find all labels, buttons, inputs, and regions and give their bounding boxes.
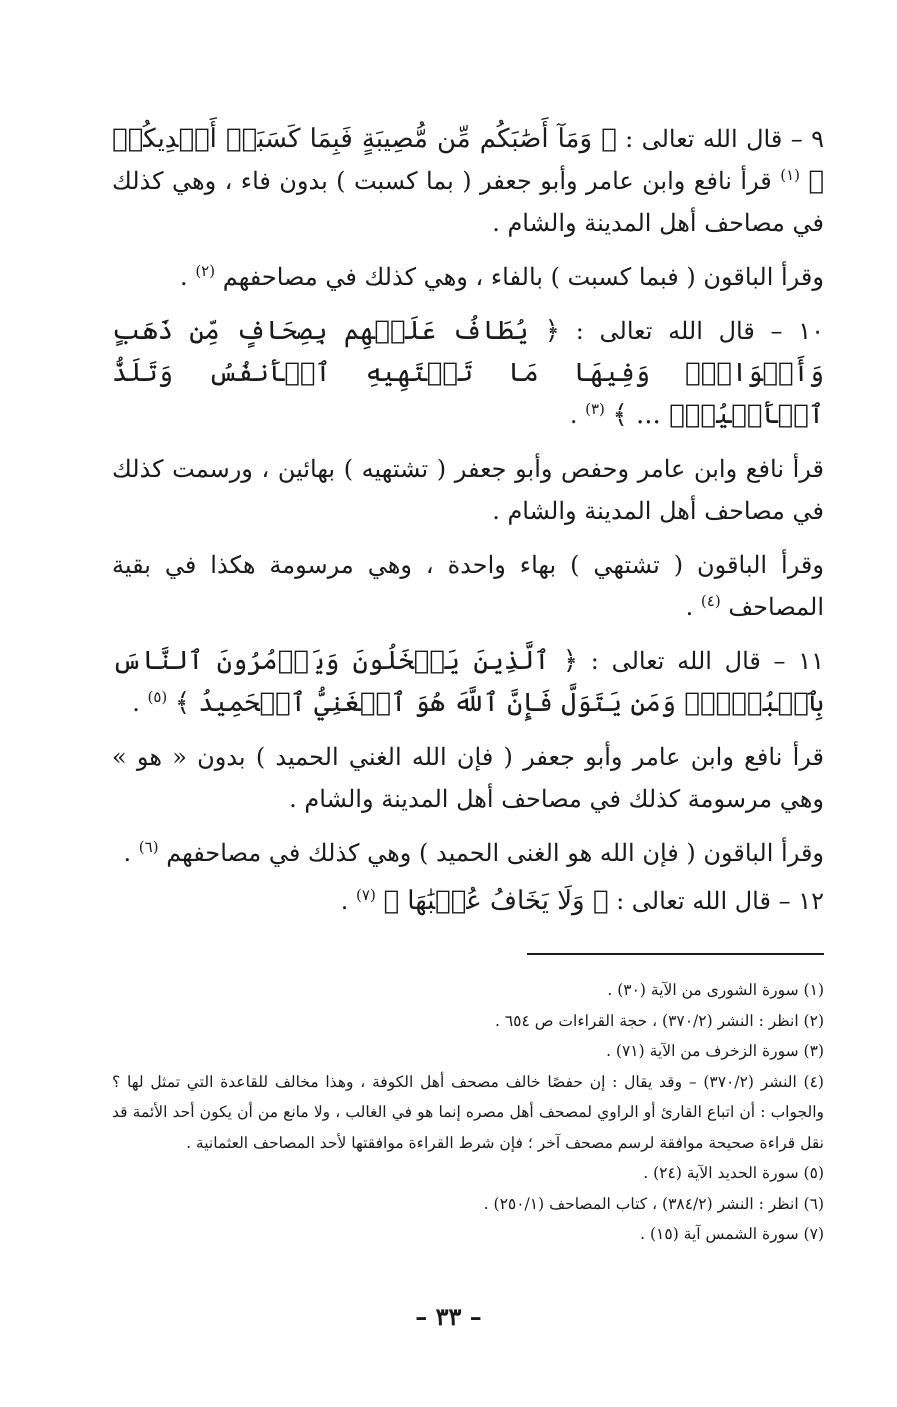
footnote-ref: (٣) (585, 400, 605, 418)
footnote-7: (٧) سورة الشمس آية (١٥) . (640, 1225, 824, 1243)
footnote-4: (٤) النشر (٣٧٠/٢) – وقد يقال : إن حفصًا خالف مصحف أهل الكوفة ، وهذا مخالف للقاعدة التي تمثل لها ؟ والجواب : أن اتباع القارئ أو الراوي لمصحف أهل مصره إنما هو في الغالب ، ولا مانع من أن يكون أحد الأئمة قد نقل قراءة صحيحة موافقة لرسم مصحف آخر ؛ فإن شرط القراءة موافقتها لأحد المصاحف العثمانية . (112, 1072, 824, 1152)
footnotes (112, 975, 824, 1250)
footnote-ref: (٢) (195, 262, 216, 280)
paragraph-2 (112, 256, 824, 298)
footnote-1: (١) سورة الشورى من الآية (٣٠) . (607, 981, 824, 999)
paragraph-3 (112, 310, 824, 436)
quran-verse: ﴿ وَلَا يَخَافُ عُقۡبَٰهَا ﴾ (383, 886, 609, 916)
page-number: – ٣٣ – (415, 1302, 482, 1331)
footnote-ref: (١) (780, 166, 800, 184)
paragraph-7 (112, 736, 824, 820)
footnote-ref: (٧) (356, 886, 376, 904)
footnote-ref: (٥) (147, 688, 168, 706)
quran-verse: ﴿ وَمَآ أَصَٰبَكُم مِّن مُّصِيبَةٍ فَبِمَا كَسَبَتۡ أَيۡدِيكُمۡ ﴾ (112, 124, 825, 196)
footnote-ref: (٦) (138, 838, 159, 856)
paragraph-text: ١١ – قال الله تعالى : (578, 647, 825, 675)
footnote-5: (٥) سورة الحديد الآية (٢٤) . (643, 1164, 824, 1182)
paragraph-text: . (569, 401, 586, 429)
footnote-divider (527, 953, 824, 955)
paragraph-text: . (685, 593, 701, 621)
quran-verse: ﴿ يُطَافُ عَلَيۡهِم بِصِحَافٍ مِّن ذَهَبٍ وَأَكۡوَابٍۖ وَفِيهَا مَا تَشۡتَهِيهِ ٱلۡأَنفُسُ وَتَلَذُّ ٱلۡأَعۡيُنُۖ ... ﴾ (112, 316, 824, 430)
footnote-ref: (٤) (700, 592, 721, 610)
paragraph-text: . (180, 263, 196, 291)
paragraph-text: قرأ نافع وابن عامر وحفص وأبو جعفر ( تشتهيه ) بهائين ، ورسمت كذلك في مصاحف أهل المدينة والشام . (112, 455, 824, 525)
paragraph-text: . (340, 887, 357, 915)
paragraph-text: وقرأ الباقون ( تشتهي ) بهاء واحدة ، وهي مرسومة هكذا في بقية المصاحف (112, 551, 824, 621)
paragraph-text: وقرأ الباقون ( فبما كسبت ) بالفاء ، وهي كذلك في مصاحفهم (215, 263, 824, 291)
paragraph-1 (112, 118, 824, 244)
paragraph-5 (112, 544, 824, 628)
footnote-2: (٢) انظر : النشر (٣٧٠/٢) ، حجة القراءات ص ٦٥٤ . (494, 1011, 824, 1030)
paragraph-text: ٩ – قال الله تعالى : (616, 125, 824, 153)
paragraph-6 (112, 640, 824, 724)
paragraph-4 (112, 448, 824, 532)
paragraph-text: وقرأ الباقون ( فإن الله هو الغنى الحميد ) وهي كذلك في مصاحفهم (158, 839, 824, 867)
paragraph-text: قرأ نافع وابن عامر وأبو جعفر ( بما كسبت ) بدون فاء ، وهي كذلك في مصاحف أهل المدينة والشام . (112, 167, 824, 237)
main-text (112, 118, 824, 928)
paragraph-9 (112, 880, 824, 922)
paragraph-text: ١٠ – قال الله تعالى : (560, 317, 825, 345)
paragraph-text: . (123, 839, 139, 867)
paragraph-text: قرأ نافع وابن عامر وأبو جعفر ( فإن الله الغني الحميد ) بدون « هو » وهي مرسومة كذلك في مصاحف أهل المدينة والشام . (112, 743, 824, 813)
footnote-3: (٣) سورة الزخرف من الآية (٧١) . (606, 1042, 824, 1060)
quran-verse: ﴿ ٱلَّذِينَ يَبۡخَلُونَ وَيَأۡمُرُونَ ٱلنَّاسَ بِٱلۡبُخۡلِۗ وَمَن يَتَوَلَّ فَإِنَّ ٱللَّهَ هُوَ ٱلۡغَنِيُّ ٱلۡحَمِيدُ ﴾ (112, 646, 824, 718)
paragraph-text: . (132, 689, 148, 717)
paragraph-8 (112, 832, 824, 874)
footnote-6: (٦) انظر : النشر (٣٨٤/٢) ، كتاب المصاحف (٢٥٠/١) . (483, 1194, 824, 1213)
paragraph-text: ١٢ – قال الله تعالى : (608, 887, 824, 915)
